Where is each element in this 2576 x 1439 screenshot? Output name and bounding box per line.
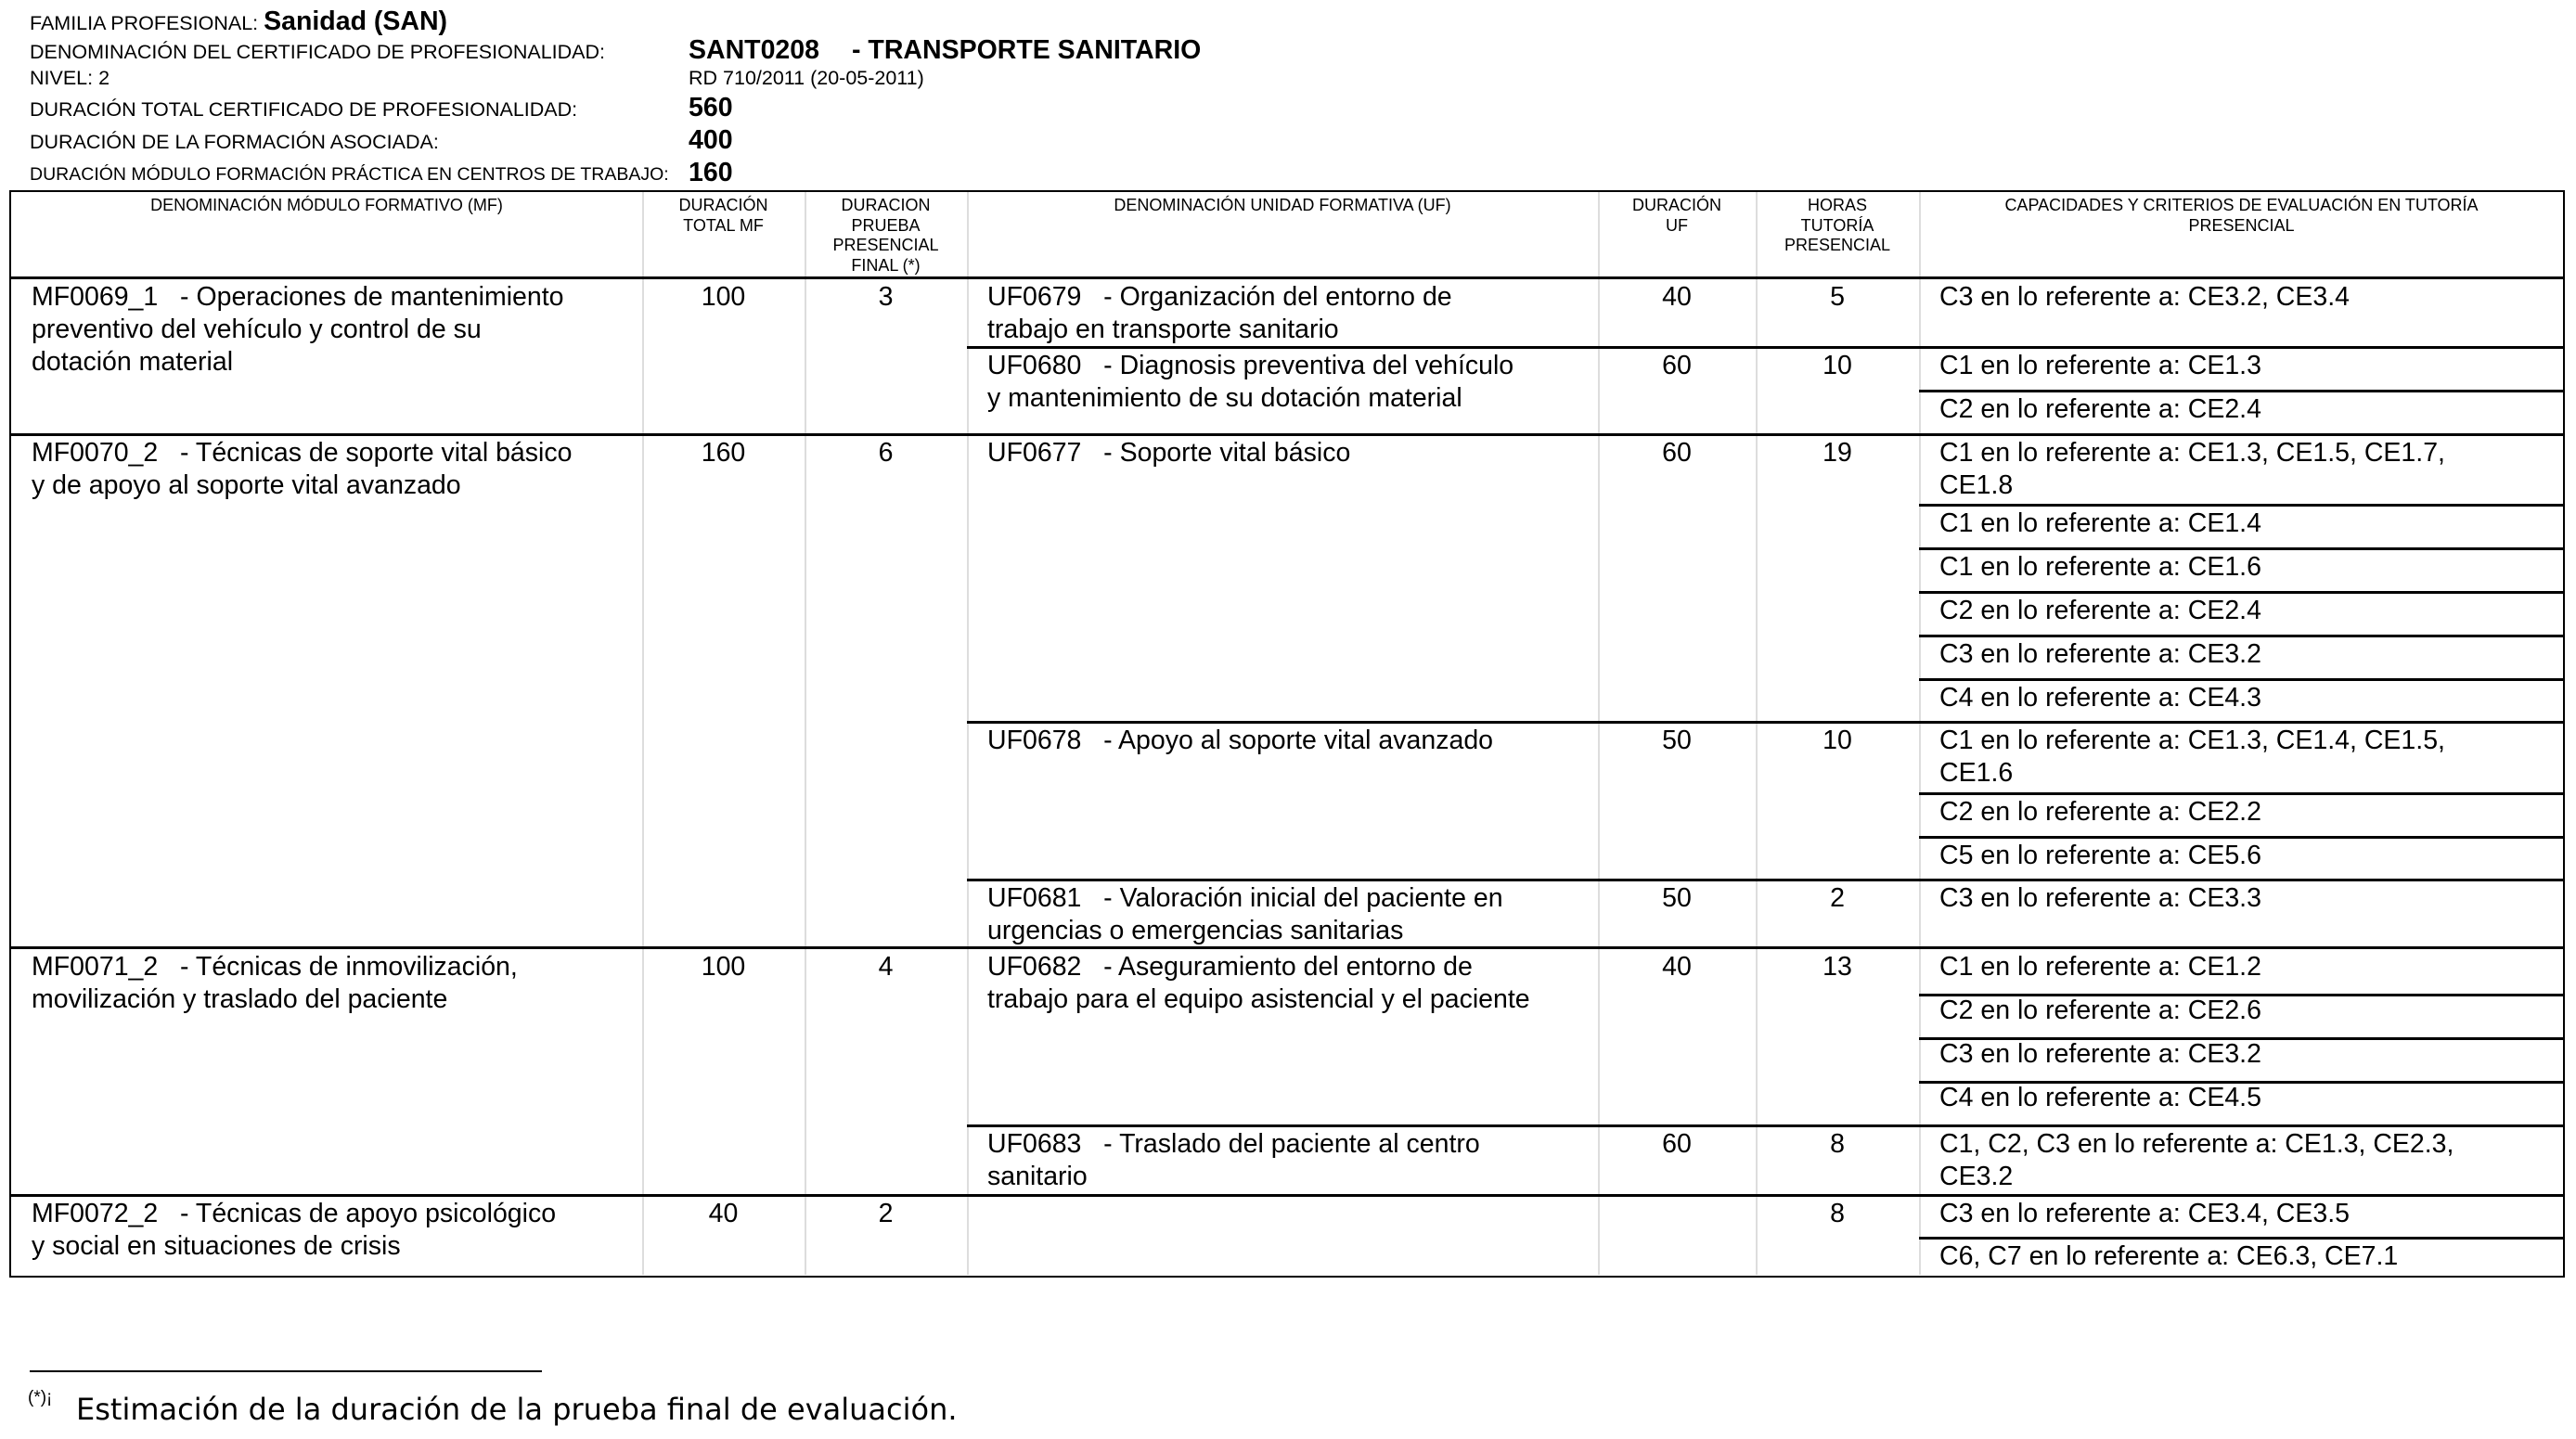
module-rule	[11, 433, 2565, 436]
column-divider	[967, 192, 969, 1275]
criteria-item: C4 en lo referente a: CE4.3	[1939, 683, 2261, 713]
unit-rule	[967, 346, 2565, 349]
unit-duration: 40	[1662, 952, 1692, 982]
col-header-tutoria: HORAS TUTORÍA PRESENCIAL	[1784, 196, 1891, 254]
col-header-uf: DENOMINACIÓN UNIDAD FORMATIVA (UF)	[1114, 196, 1451, 214]
unit-title: UF0683 - Traslado del paciente al centro sanitario	[987, 1129, 1480, 1191]
duracion-practica-label: DURACIÓN MÓDULO FORMACIÓN PRÁCTICA EN CENTROS DE TRABAJO:	[30, 164, 669, 185]
duracion-total-label: DURACIÓN TOTAL CERTIFICADO DE PROFESIONALIDAD:	[30, 98, 578, 121]
criteria-item: C6, C7 en lo referente a: CE6.3, CE7.1	[1939, 1241, 2399, 1271]
unit-rule	[967, 1124, 2565, 1127]
header-rule	[11, 276, 2565, 279]
unit-rule	[967, 879, 2565, 881]
column-divider	[642, 192, 644, 1275]
criteria-rule	[1919, 390, 2565, 392]
module-exam-duration: 6	[878, 438, 894, 468]
criteria-item: C2 en lo referente a: CE2.6	[1939, 996, 2261, 1025]
footnote-text: Estimación de la duración de la prueba final de evaluación.	[76, 1392, 958, 1427]
unit-duration: 50	[1662, 883, 1692, 913]
duracion-practica-value: 160	[689, 158, 733, 187]
unit-title: UF0682 - Aseguramiento del entorno de trabajo para el equipo asistencial y el paciente	[987, 952, 1530, 1014]
criteria-item: C1, C2, C3 en lo referente a: CE1.3, CE2.3, CE3.2	[1939, 1129, 2454, 1191]
criteria-item: C1 en lo referente a: CE1.2	[1939, 952, 2261, 982]
module-rule	[11, 1194, 2565, 1197]
criteria-item: C3 en lo referente a: CE3.2	[1939, 1039, 2261, 1069]
unit-title: UF0679 - Organización del entorno de trabajo en transporte sanitario	[987, 282, 1452, 344]
nivel-label: NIVEL: 2	[30, 67, 110, 89]
module-exam-duration: 2	[878, 1199, 894, 1228]
module-duration: 40	[708, 1199, 739, 1228]
unit-tutoria: 19	[1823, 438, 1852, 468]
criteria-item: C1 en lo referente a: CE1.3	[1939, 351, 2261, 380]
unit-tutoria: 5	[1830, 282, 1845, 312]
module-title: MF0072_2 - Técnicas de apoyo psicológico y social en situaciones de crisis	[32, 1199, 557, 1261]
col-header-capacidades: CAPACIDADES Y CRITERIOS DE EVALUACIÓN EN TUTORÍA PRESENCIAL	[2004, 196, 2479, 235]
criteria-rule	[1919, 1237, 2565, 1240]
module-exam-duration: 4	[878, 952, 894, 982]
col-header-duracion-uf: DURACIÓN UF	[1631, 196, 1721, 235]
criteria-item: C2 en lo referente a: CE2.2	[1939, 797, 2261, 827]
module-title: MF0069_1 - Operaciones de mantenimiento preventivo del vehículo y control de su dotación material	[32, 282, 564, 377]
footnote-rule	[30, 1370, 542, 1372]
unit-duration: 60	[1662, 438, 1692, 468]
module-title: MF0070_2 - Técnicas de soporte vital básico y de apoyo al soporte vital avanzado	[32, 438, 573, 500]
criteria-item: C5 en lo referente a: CE5.6	[1939, 841, 2261, 870]
col-header-mf: DENOMINACIÓN MÓDULO FORMATIVO (MF)	[150, 196, 503, 214]
module-duration: 100	[701, 952, 746, 982]
criteria-item: C1 en lo referente a: CE1.4	[1939, 508, 2261, 538]
module-duration: 100	[701, 282, 746, 312]
module-duration: 160	[701, 438, 746, 468]
criteria-item: C1 en lo referente a: CE1.3, CE1.4, CE1.5, CE1.6	[1939, 726, 2445, 788]
criteria-rule	[1919, 836, 2565, 839]
unit-tutoria: 8	[1830, 1129, 1845, 1159]
criteria-item: C3 en lo referente a: CE3.2	[1939, 639, 2261, 669]
criteria-rule	[1919, 504, 2565, 507]
unit-tutoria: 10	[1823, 351, 1852, 380]
unit-tutoria: 8	[1830, 1199, 1845, 1228]
unit-title: UF0681 - Valoración inicial del paciente en urgencias o emergencias sanitarias	[987, 883, 1503, 945]
criteria-rule	[1919, 792, 2565, 795]
unit-title: UF0680 - Diagnosis preventiva del vehículo y mantenimiento de su dotación material	[987, 351, 1514, 413]
modules-table	[9, 190, 2565, 1278]
unit-tutoria: 13	[1823, 952, 1852, 982]
unit-rule	[967, 721, 2565, 724]
denominacion-label: DENOMINACIÓN DEL CERTIFICADO DE PROFESIONALIDAD:	[30, 41, 606, 63]
unit-duration: 60	[1662, 351, 1692, 380]
criteria-item: C1 en lo referente a: CE1.3, CE1.5, CE1.7, CE1.8	[1939, 438, 2445, 500]
duracion-total-value: 560	[689, 93, 733, 122]
criteria-item: C4 en lo referente a: CE4.5	[1939, 1083, 2261, 1112]
module-exam-duration: 3	[878, 282, 894, 312]
unit-duration: 40	[1662, 282, 1692, 312]
criteria-rule	[1919, 591, 2565, 594]
duracion-formacion-label: DURACIÓN DE LA FORMACIÓN ASOCIADA:	[30, 131, 439, 153]
criteria-item: C3 en lo referente a: CE3.4, CE3.5	[1939, 1199, 2351, 1228]
col-header-prueba: DURACION PRUEBA PRESENCIAL FINAL (*)	[832, 196, 939, 275]
familia-label: FAMILIA PROFESIONAL: Sanidad (SAN)	[30, 6, 448, 36]
criteria-item: C3 en lo referente a: CE3.3	[1939, 883, 2261, 913]
criteria-item: C1 en lo referente a: CE1.6	[1939, 552, 2261, 582]
rd-reference: RD 710/2011 (20-05-2011)	[689, 67, 924, 89]
certificate-title: - TRANSPORTE SANITARIO	[852, 35, 1202, 65]
unit-duration: 60	[1662, 1129, 1692, 1159]
column-divider	[805, 192, 806, 1275]
unit-title: UF0677 - Soporte vital básico	[987, 438, 1351, 468]
criteria-rule	[1919, 678, 2565, 681]
criteria-item: C2 en lo referente a: CE2.4	[1939, 596, 2261, 625]
criteria-item: C3 en lo referente a: CE3.2, CE3.4	[1939, 282, 2351, 312]
footnote-mark: (*)¡	[28, 1388, 53, 1407]
duracion-formacion-value: 400	[689, 125, 733, 155]
criteria-rule	[1919, 547, 2565, 550]
module-title: MF0071_2 - Técnicas de inmovilización, movilización y traslado del paciente	[32, 952, 518, 1014]
criteria-item: C2 en lo referente a: CE2.4	[1939, 394, 2261, 424]
column-divider	[1919, 192, 1921, 1275]
unit-tutoria: 2	[1830, 883, 1845, 913]
certificate-code: SANT0208	[689, 35, 819, 65]
col-header-duracion-mf: DURACIÓN TOTAL MF	[678, 196, 768, 235]
unit-title: UF0678 - Apoyo al soporte vital avanzado	[987, 726, 1494, 755]
unit-tutoria: 10	[1823, 726, 1852, 755]
familia-value: Sanidad (SAN)	[264, 6, 448, 36]
unit-duration: 50	[1662, 726, 1692, 755]
criteria-rule	[1919, 635, 2565, 637]
